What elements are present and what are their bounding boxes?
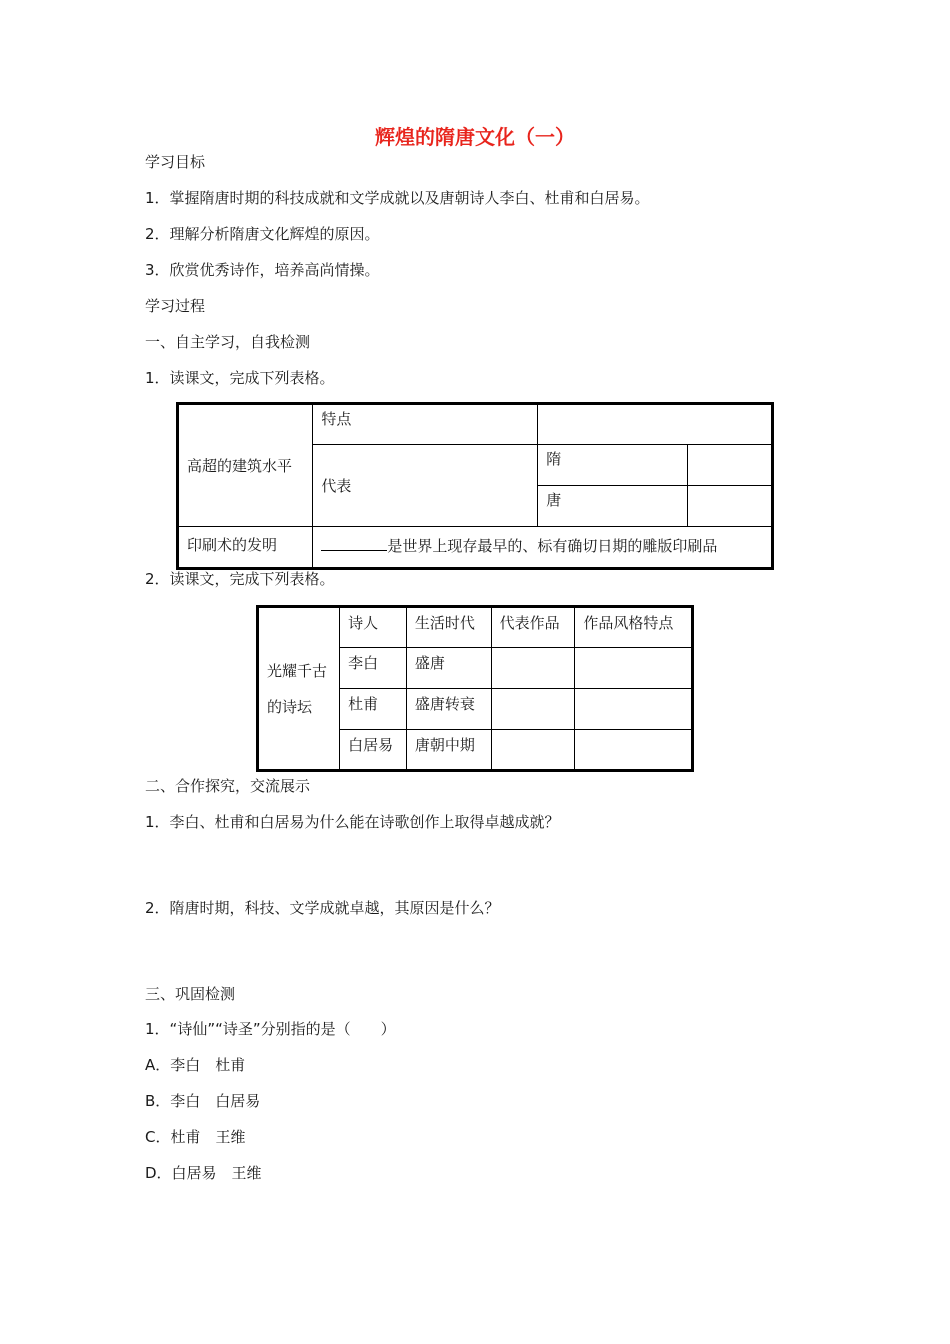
tang-answer-cell[interactable] bbox=[688, 486, 773, 527]
era-cell: 盛唐转衰 bbox=[406, 689, 491, 730]
option-a[interactable]: A．李白 杜甫 bbox=[145, 1056, 246, 1074]
architecture-printing-table bbox=[176, 402, 774, 570]
section2-question-1: 1．李白、杜甫和白居易为什么能在诗歌创作上取得卓越成就？ bbox=[145, 813, 560, 831]
print-label-cell: 印刷术的发明 bbox=[178, 527, 313, 569]
section3-heading: 三、巩固检测 bbox=[145, 985, 236, 1003]
feature-answer-cell[interactable] bbox=[538, 404, 773, 445]
option-c[interactable]: C．杜甫 王维 bbox=[145, 1128, 246, 1146]
era-cell: 盛唐 bbox=[406, 648, 491, 689]
goals-heading: 学习目标 bbox=[145, 153, 206, 171]
goal-item: 3．欣赏优秀诗作，培养高尚情操。 bbox=[145, 261, 380, 279]
style-answer-cell[interactable] bbox=[575, 648, 693, 689]
header-poet: 诗人 bbox=[340, 607, 407, 648]
poet-cell: 杜甫 bbox=[340, 689, 407, 730]
header-style: 作品风格特点 bbox=[575, 607, 693, 648]
sui-answer-cell[interactable] bbox=[688, 445, 773, 486]
works-answer-cell[interactable] bbox=[491, 648, 575, 689]
poets-table bbox=[256, 605, 694, 772]
header-era: 生活时代 bbox=[406, 607, 491, 648]
header-works: 代表作品 bbox=[491, 607, 575, 648]
goal-item: 2．理解分析隋唐文化辉煌的原因。 bbox=[145, 225, 380, 243]
section1-heading: 一、自主学习，自我检测 bbox=[145, 333, 311, 351]
option-d[interactable]: D．白居易 王维 bbox=[145, 1164, 262, 1182]
section3-question-1: 1．“诗仙”“诗圣”分别指的是（ ） bbox=[145, 1020, 396, 1038]
section1-question-2: 2．读课文，完成下列表格。 bbox=[145, 570, 335, 588]
section2-question-2: 2．隋唐时期，科技、文学成就卓越，其原因是什么？ bbox=[145, 899, 500, 917]
style-answer-cell[interactable] bbox=[575, 730, 693, 771]
page-title: 辉煌的隋唐文化（一） bbox=[375, 125, 575, 149]
tang-label-cell: 唐 bbox=[538, 486, 688, 527]
feature-label-cell: 特点 bbox=[313, 404, 538, 445]
section1-question-1: 1．读课文，完成下列表格。 bbox=[145, 369, 335, 387]
option-b[interactable]: B．李白 白居易 bbox=[145, 1092, 261, 1110]
sui-label-cell: 隋 bbox=[538, 445, 688, 486]
section2-heading: 二、合作探究，交流展示 bbox=[145, 777, 311, 795]
style-answer-cell[interactable] bbox=[575, 689, 693, 730]
poet-cell: 白居易 bbox=[340, 730, 407, 771]
works-answer-cell[interactable] bbox=[491, 689, 575, 730]
representative-label-cell: 代表 bbox=[313, 445, 538, 527]
works-answer-cell[interactable] bbox=[491, 730, 575, 771]
fill-blank[interactable] bbox=[321, 535, 387, 551]
era-cell: 唐朝中期 bbox=[406, 730, 491, 771]
poet-cell: 李白 bbox=[340, 648, 407, 689]
poetry-side-label: 光耀千古的诗坛 bbox=[258, 607, 340, 771]
process-heading: 学习过程 bbox=[145, 297, 206, 315]
arch-label-cell: 高超的建筑水平 bbox=[178, 404, 313, 527]
goal-item: 1．掌握隋唐时期的科技成就和文学成就以及唐朝诗人李白、杜甫和白居易。 bbox=[145, 189, 650, 207]
print-text-cell: 是世界上现存最早的、标有确切日期的雕版印刷品 bbox=[313, 527, 773, 569]
